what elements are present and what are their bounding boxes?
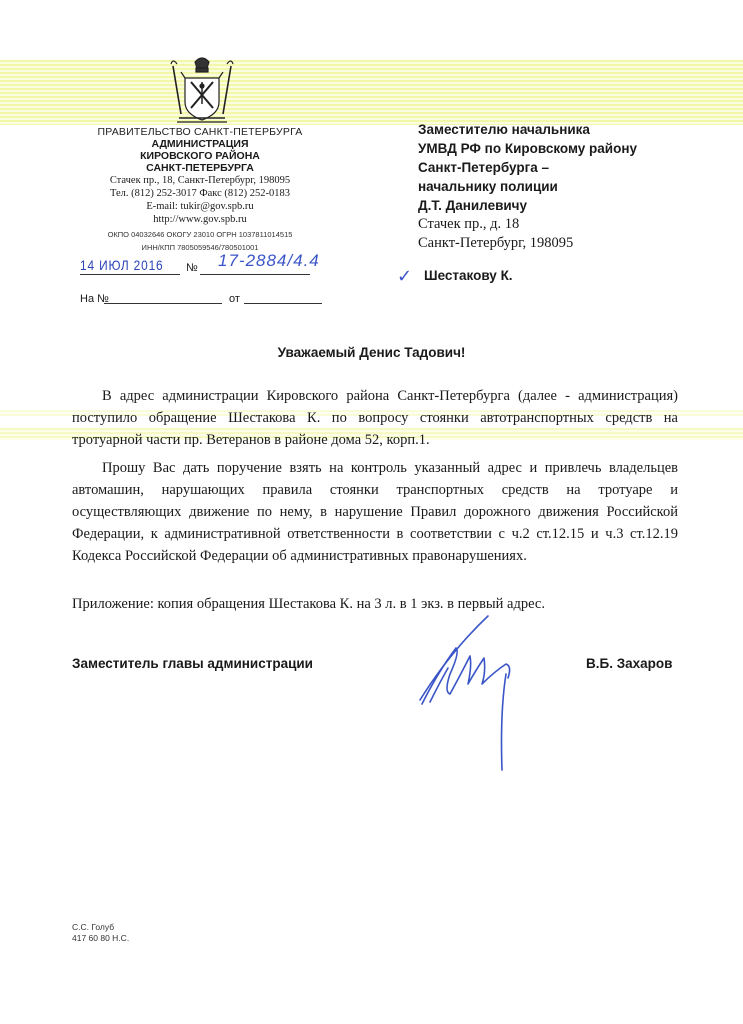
org-inn: ИНН/КПП 7805059546/780501001	[141, 243, 259, 252]
addressee-city: Санкт-Петербург, 198095	[418, 235, 574, 251]
na-label: На №	[80, 293, 109, 305]
org-address: Стачек пр., 18, Санкт-Петербург, 198095	[109, 175, 291, 186]
addressee-line: Заместителю начальника	[418, 122, 590, 137]
handwritten-signature	[410, 612, 530, 772]
org-phone: Тел. (812) 252-3017 Факс (812) 252-0183	[109, 188, 291, 199]
checkmark-icon: ✓	[397, 266, 413, 287]
signer-name: В.Б. Захаров	[586, 656, 673, 671]
coat-of-arms-emblem	[167, 52, 237, 126]
addressee-line: УМВД РФ по Кировскому району	[418, 141, 638, 156]
addressee-name: Д.Т. Данилевичу	[418, 198, 528, 213]
copy-recipient: Шестакову К.	[424, 268, 513, 283]
signer-position: Заместитель главы администрации	[72, 656, 313, 671]
ot-label: от	[229, 293, 240, 305]
na-underline	[104, 303, 222, 304]
administration-title: АДМИНИСТРАЦИЯ	[151, 138, 249, 150]
org-email: E-mail: tukir@gov.spb.ru	[146, 201, 254, 212]
org-codes: ОКПО 04032646 ОКОГУ 23010 ОГРН 1037811014515	[107, 230, 293, 239]
addressee-line: начальнику полиции	[418, 179, 558, 194]
ot-underline	[244, 303, 322, 304]
letter-body	[72, 385, 678, 573]
addressee-street: Стачек пр., д. 18	[418, 216, 520, 232]
executor-info	[72, 922, 129, 944]
date-stamp: 14 ИЮЛ 2016	[80, 257, 164, 273]
scan-highlight-band	[0, 60, 743, 125]
date-underline	[80, 274, 180, 275]
number-sign: №	[186, 262, 198, 274]
body-paragraph: В адрес администрации Кировского района Санкт-Петербурга (далее - администрация) поступило обращение Шестакова К. по вопросу стоянки автотранспортных средств на тротуарной части пр. Ветеранов в районе дома 52, корп.1.	[72, 388, 678, 448]
letterhead-block	[60, 126, 340, 252]
appendix-note: Приложение: копия обращения Шестакова К. на 3 л. в 1 экз. в первый адрес.	[72, 596, 545, 612]
body-paragraph: Прошу Вас дать поручение взять на контроль указанный адрес и привлечь владельцев автомашин, нарушающих правила стоянки транспортных средств на тротуаре и осуществляющих движение по нему, в нарушение Правил дорожного движения Российской Федерации, к административной ответственности в соответствии с ч.2 ст.12.15 и ч.3 ст.12.19 Кодекса Российской Федерации об административных правонарушениях.	[72, 460, 678, 564]
handwritten-reg-number: 17-2884/4.4	[218, 251, 320, 270]
addressee-block	[418, 120, 728, 253]
government-name: ПРАВИТЕЛЬСТВО САНКТ-ПЕТЕРБУРГА	[97, 126, 303, 138]
org-website: http://www.gov.spb.ru	[153, 214, 247, 225]
executor-name: С.С. Голуб	[72, 922, 115, 932]
district-name: КИРОВСКОГО РАЙОНА	[140, 150, 260, 162]
salutation: Уважаемый Денис Тадович!	[277, 345, 466, 360]
city-name: САНКТ-ПЕТЕРБУРГА	[146, 162, 254, 174]
addressee-line: Санкт-Петербурга –	[418, 160, 549, 175]
executor-phone: 417 60 80 Н.С.	[72, 933, 130, 943]
number-underline	[200, 274, 310, 275]
